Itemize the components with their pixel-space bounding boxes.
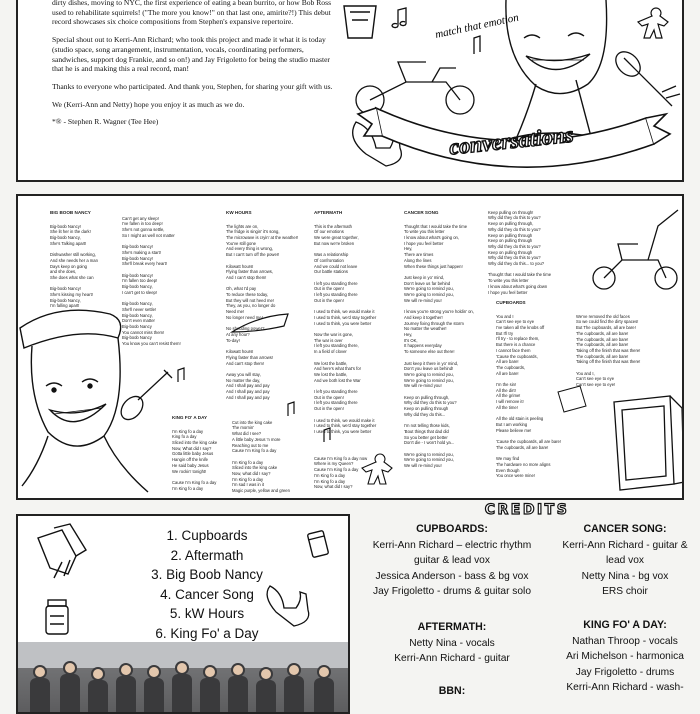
enjoy-paragraph: We (Kerri-Ann and Netty) hope you enjoy it as much as we do. bbox=[52, 99, 245, 109]
song-title: BIG BOOB NANCY bbox=[50, 209, 91, 215]
credits-cancer-song bbox=[550, 522, 700, 600]
album-cover-illustration bbox=[336, 0, 684, 182]
music-note-icon bbox=[392, 8, 406, 28]
credits-title: CREDITS bbox=[484, 502, 570, 518]
credit-line: Kerri-Ann Richard - guitar bbox=[394, 653, 510, 664]
lyrics-aftermath bbox=[314, 204, 390, 435]
credit-heading: BBN: bbox=[438, 685, 466, 697]
lyrics-text: This is the aftermath Of our emotions We were great together, But now we're broken Was a relationship Of confrontation And we could not leave Our battle stations I left you standing there Out in the open! I left you standing there Out in the open! I used to think, we would make it I used to think, we'd stay together I used to think, you were better Now the war is gone, The war is over I left you standing there, In a field of clover We lost the battle, And here's what that's for We lost the battle, And we both lost the War I left you standing there Out in the open! I left you standing there Out in the open! I used to think, we would make it I used to think, we'd stay together I used to think, you were better bbox=[314, 223, 377, 434]
lyrics-cupboards-continued bbox=[576, 308, 674, 388]
music-note-icon bbox=[178, 368, 184, 382]
song-title: KING FO' A DAY bbox=[172, 414, 208, 420]
credit-line: Netty Nina - vocals bbox=[409, 637, 495, 649]
group-photo bbox=[18, 642, 350, 714]
credit-heading: AFTERMATH: bbox=[417, 621, 487, 633]
cupboard-door-drawing bbox=[614, 396, 684, 490]
music-note-icon bbox=[474, 36, 480, 54]
album-title: conversations bbox=[447, 121, 575, 160]
scooter-icon bbox=[356, 62, 474, 114]
jar-icon bbox=[46, 600, 68, 634]
credit-line: Jessica Anderson - bass & bg vox bbox=[375, 570, 529, 582]
credit-heading: KING FO' A DAY: bbox=[583, 619, 667, 631]
lyrics-text: The lights are on, The fridge is singin' it's song, The microwave is cryin' at the weather! You've still gone And every thing is wrong, But I can't turn off the power! Kilowatt hours! Flying faster than arrows, And I can't stop them! Oh, what I'd pay To reduce these today, But they will not heed me! They, as you, no longer do Need me! No longer need me! No shedding power? At any hour? To-day! Kilowatt hours! Flying faster than arrows! And can't stop them! Away you will stay, No matter the day, And I shall pay and pay And I shall pay and pay And I shall pay and pay bbox=[226, 223, 299, 400]
track-item: 6. King Fo' a Day bbox=[155, 625, 259, 641]
scooter-icon bbox=[593, 210, 678, 289]
lyrics-cancer-song bbox=[404, 204, 484, 469]
track-item: 1. Cupboards bbox=[166, 528, 248, 543]
guitar-icon bbox=[117, 370, 172, 424]
lyrics-text: I'm King fo a day King fo a day Sliced into the king cake Now, What did I say? Gotta little baby Jesus Hangin off the knife He said baby Jesus We rockin' tonight! Cause I'm King fo a day I'm King fo a day bbox=[172, 428, 218, 491]
credit-line: Kerri-Ann Richard - guitar & bbox=[562, 539, 688, 551]
lyrics-panel bbox=[16, 194, 684, 500]
tracklist-panel bbox=[16, 514, 350, 714]
lyrics-big-boob-nancy-continued bbox=[122, 210, 198, 347]
liner-notes-text bbox=[52, 0, 342, 135]
intro-paragraph: dirty dishes, moving to NYC, the first experience of eating a bean burrito, or how Bob Ross used to rehabilitate squirrels! ("The more you know!" on that last one, amirite?!) This debut record showcases six choice compositions from Stephen's expansive repertoire. bbox=[52, 0, 332, 27]
lyrics-text: Cut into the king cake The mornin' What did I see? A little baby Jesus 'n more Reaching out to me Cause I'm King fo a day I'm King fo a day Sliced into the king cake Now, what did I say? I'm King fo a day I'm sad I was in it Magic purple, yellow and green bbox=[232, 419, 290, 494]
credit-line: guitar & lead vox bbox=[414, 555, 490, 566]
can-icon bbox=[307, 530, 328, 557]
song-title: AFTERMATH bbox=[314, 209, 343, 215]
song-title: CUPBOARDS bbox=[496, 299, 526, 305]
lyrics-text: You and I Can't see eye to eye I've taken all the knobs off But I'll try I'll try - to replace them, But there is a chance I cannot face them 'Cause the cupboards, All are bare! The cupboards, All are bare! I'm the sin! All the dirt! All the grime! I will remove it! All the time! All the old stain is peeling But I am working Please believe me! 'Cause the cupboards, all are bare! The cupboards, all are bare! We may find The hardware no more aligns Even though You once were mine! bbox=[496, 313, 562, 479]
signature-line: *® - Stephen R. Wagner (Tee Hee) bbox=[52, 117, 159, 127]
tracklist bbox=[122, 526, 292, 643]
thanks-paragraph: Special shout out to Kerri-Ann Richard; who took this project and made it what it is today (studio space, song arrangement, instrumentation, vocals, coordinating performers, sandwiches, support dog Frankie, and so on!) and Jay Frigoletto for being the studio master that he is and making this a real record, man! bbox=[52, 35, 330, 74]
lyrics-big-boob-nancy bbox=[50, 204, 112, 309]
credit-line: Netty Nina - bg vox bbox=[581, 570, 669, 582]
credit-line: Nathan Throop - vocals bbox=[572, 635, 678, 647]
intro-panel bbox=[16, 0, 684, 182]
song-title: CANCER SONG bbox=[404, 209, 439, 215]
song-title: KW HOURS bbox=[226, 209, 252, 215]
lyrics-cupboards bbox=[496, 294, 570, 479]
credit-line: Kerri-Ann Richard - wash- bbox=[566, 682, 684, 693]
gingerbread-icon bbox=[638, 8, 668, 38]
lyrics-aftermath-continued bbox=[314, 450, 380, 490]
lyrics-text: Cause I'm King fo a day now Where is my Queen? Cause I'm King fo a day I'm King fo a day I'm King fo a day Now, what did I say? bbox=[314, 455, 368, 490]
lyrics-text: Big-boob Nancy! She lit her in the dark! Big-boob Nancy, She's Talking apart! Dishwasher still working, And she needs her a man Days keep on going and she does, She does what she can Big-boob Nancy! She's kissing my heart! Big-boob Nancy, I'm falling apart! bbox=[50, 223, 98, 309]
credits-king-fo-a-day bbox=[550, 618, 700, 696]
track-item: 3. Big Boob Nancy bbox=[151, 567, 263, 582]
credits-cupboards bbox=[354, 522, 550, 600]
guitar-icon bbox=[611, 47, 680, 106]
credit-line: ERS choir bbox=[602, 586, 648, 597]
track-item: 2. Aftermath bbox=[170, 547, 244, 563]
lyrics-king-fo-a-day bbox=[172, 409, 230, 491]
thanks-everyone-paragraph: Thanks to everyone who participated. And thank you, Stephen, for sharing your gift with us. bbox=[52, 82, 333, 92]
credit-line: Ari Michelson - harmonica bbox=[566, 651, 684, 662]
credit-line: Kerri-Ann Richard – electric rhythm bbox=[372, 539, 532, 551]
credits-aftermath bbox=[354, 620, 550, 667]
lyrics-text: Thought that I would take the time To write you this letter I know about what's going on, I hope you feel better Hey, There are times Along the lines When these things just happen! Just keep in yo' mind, Don't leave us far behind We're going to remind you, We're going to remind you, We will re-mind you! I know you're strong you're holdin' on, And keep it together! Journey fixing through the storm No matter the weather! Hey, It's OK, It happens everyday To someone else out there! Just keep it there in yo' mind, Don't you leave us behind! We're going to remind you, We're going to remind you, We will re-mind you! Keep on pulling through, Why did they do this to you? Keep on pulling through Why did they do this... I'm not telling those kids, 'Bout things that dad did So you better get better Don't die - I won't hold ya... We're going to remind you, We're going to remind you, We will re-mind you! bbox=[404, 223, 474, 469]
credits-section bbox=[354, 500, 700, 700]
credit-heading: CUPBOARDS: bbox=[416, 523, 488, 535]
album-tagline: match that emotion bbox=[434, 11, 520, 41]
lyrics-cancer-song-continued bbox=[488, 204, 568, 295]
lyrics-text: Keep pulling on through! Why did they do this to you? Keep on pulling through, Why did they do this to you? Keep on pulling through Keep on pulling through Why did they do this to you? Keep on pulling through Why did they do this to you? Why did they do this... to you? Thought that I would take the time To write you this letter I know about what's going down I hope you feel better bbox=[488, 209, 552, 295]
lyrics-text: We've removed the old faces So we could find the dirty spaces! But The cupboards, all are bare! The cupboards, all are bare! The cupboards, all are bare! The cupboards, all are bare! Taking off the finish that was there! The cupboards, all are bare! Taking off the finish that was there! You and I, Can't see eye to eye Can't see eye to eye! bbox=[576, 313, 641, 388]
credit-line: Jay Frigoletto - drums & guitar solo bbox=[373, 586, 531, 597]
lyrics-text: Can't get any sleep! I've fallen in too deep! She's not gonna settle, So I might as well not matter Big-boob Nancy! She's making a start! Big-boob Nancy! She'll break every heart! Big-boob Nancy! I'm fallen too deep! Big-boob Nancy, I can't get to sleep! Big-boob Nancy, She'll never settle! Big-boob Nancy, Don't even matter Big-boob Nancy You cannot miss them! Big-boob Nancy You know you can't resist them! bbox=[122, 215, 181, 347]
credits-bbn bbox=[354, 684, 550, 700]
lyrics-king-fo-a-day-continued bbox=[232, 414, 310, 494]
track-item: 4. Cancer Song bbox=[160, 586, 254, 602]
lyrics-kw-hours bbox=[226, 204, 306, 400]
credit-heading: CANCER SONG: bbox=[583, 523, 667, 535]
credit-line: lead vox bbox=[606, 555, 644, 566]
basket-icon bbox=[344, 6, 376, 38]
gloves-icon bbox=[38, 524, 86, 578]
credit-line: Jay Frigoletto - drums bbox=[575, 666, 675, 678]
track-item: 5. kW Hours bbox=[169, 606, 245, 621]
